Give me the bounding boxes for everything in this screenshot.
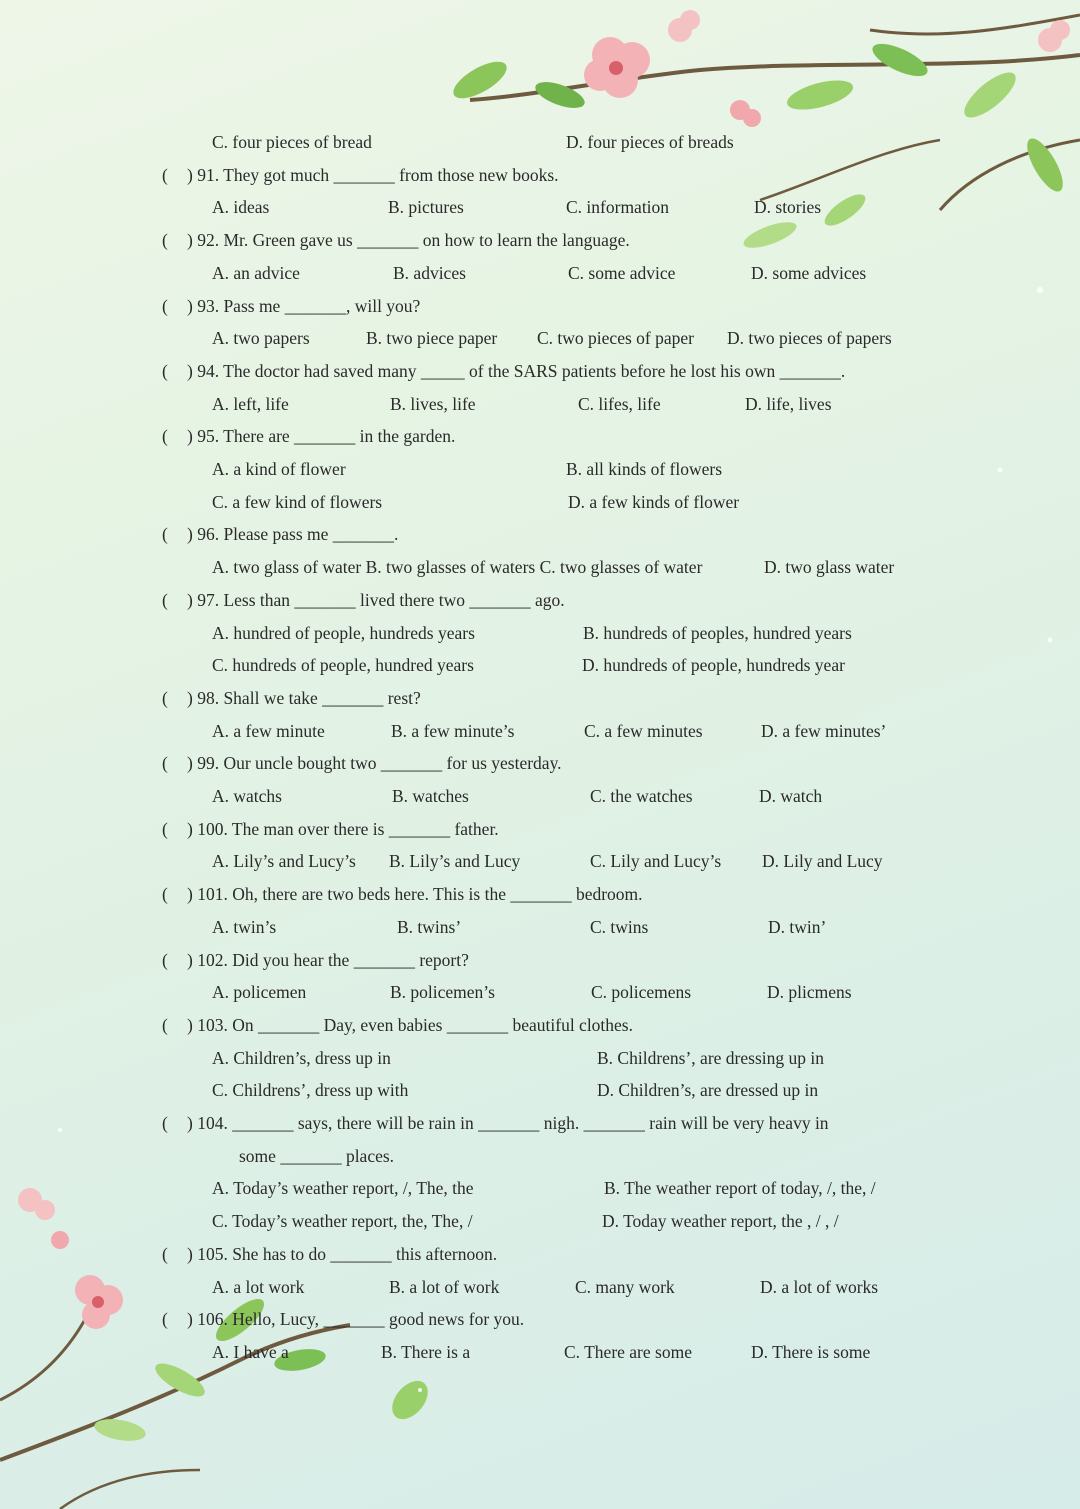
answer-option: A. I have a [212,1341,289,1362]
answer-option: A. watchs [212,786,282,806]
answer-blank-paren: ( [162,360,168,381]
answer-option: C. hundreds of people, hundred years [212,655,474,676]
answer-option: C. Today’s weather report, the, The, / [212,1211,473,1232]
answer-option: B. pictures [388,197,464,218]
answer-option: C. policemens [591,982,692,1003]
answer-option: C. the watches [590,786,693,806]
answer-option: B. advices [393,262,466,283]
answer-option: B. The weather report of today, /, the, / [604,1178,876,1199]
answer-option: A. two glass of water B. two glasses of waters C. two glasses of water [212,557,703,578]
question-text: ) 95. There are _______ in the garden. [187,426,456,447]
answer-option: B. Childrens’, are dressing up in [597,1047,824,1068]
answer-option: B. watches [392,786,469,806]
answer-blank-paren: ( [162,426,168,447]
answer-blank-paren: ( [162,524,168,545]
answer-option: A. an advice [212,262,300,283]
answer-option: D. some advices [751,262,867,283]
answer-blank-paren: ( [162,884,168,905]
answer-blank-paren: ( [162,1243,168,1264]
answer-option: A. Children’s, dress up in [212,1047,391,1068]
answer-option: C. twins [590,916,649,937]
answer-option: B. There is a [381,1341,471,1362]
answer-option: D. two pieces of papers [727,328,892,349]
answer-blank-paren: ( [162,230,168,251]
answer-option: D. twin’ [768,916,827,937]
answer-blank-paren: ( [162,164,168,185]
question-text: ) 103. On _______ Day, even babies _______ beautiful clothes. [187,1014,633,1035]
answer-option: C. a few kind of flowers [212,491,383,512]
answer-blank-paren: ( [162,1014,168,1035]
answer-option: C. some advice [568,262,676,283]
answer-option: C. information [566,197,670,218]
answer-option: A. Today’s weather report, /, The, the [212,1178,474,1199]
question-text: ) 97. Less than _______ lived there two _______ ago. [187,589,565,610]
question-text: ) 106. Hello, Lucy, _______ good news for you. [187,1309,525,1330]
question-text: ) 92. Mr. Green gave us _______ on how to learn the language. [187,230,630,251]
answer-option: B. policemen’s [390,982,495,1003]
answer-blank-paren: ( [162,589,168,610]
answer-option: B. all kinds of flowers [566,459,723,479]
answer-option: D. Lily and Lucy [762,851,883,872]
answer-option: A. left, life [212,393,289,414]
answer-blank-paren: ( [162,295,168,316]
answer-option: C. a few minutes [584,720,703,741]
answer-option: C. lifes, life [578,393,661,414]
answer-option: B. a lot of work [389,1276,500,1297]
question-text: ) 99. Our uncle bought two _______ for us yesterday. [187,753,562,774]
answer-option: D. watch [759,786,823,806]
answer-option: C. two pieces of paper [537,328,694,349]
answer-option: D. a lot of works [760,1276,879,1297]
answer-blank-paren: ( [162,818,168,839]
answer-option: B. twins’ [397,916,462,937]
question-text: ) 100. The man over there is _______ father. [187,818,499,839]
answer-option: B. two piece paper [366,328,498,349]
question-text: ) 101. Oh, there are two beds here. This is the _______ bedroom. [187,884,643,905]
question-text: ) 102. Did you hear the _______ report? [187,949,469,970]
answer-option: D. Children’s, are dressed up in [597,1080,819,1101]
answer-option: D. a few minutes’ [761,720,887,741]
answer-option: A. a kind of flower [212,459,346,479]
answer-option: D. two glass water [764,557,895,578]
answer-option: A. policemen [212,982,307,1003]
question-text: ) 94. The doctor had saved many _____ of the SARS patients before he lost his own _______. [187,360,846,381]
answer-option: A. Lily’s and Lucy’s [212,851,356,872]
answer-blank-paren: ( [162,949,168,970]
answer-option: A. a lot work [212,1276,305,1297]
answer-option: A. a few minute [212,720,325,741]
question-text: ) 91. They got much _______ from those new books. [187,164,559,185]
question-text: ) 96. Please pass me _______. [187,524,399,545]
answer-option: C. Lily and Lucy’s [590,851,722,872]
question-text: ) 98. Shall we take _______ rest? [187,687,421,708]
answer-option: B. hundreds of peoples, hundred years [583,622,852,643]
answer-option: C. four pieces of bread [212,132,372,152]
answer-option: some _______ places. [239,1145,395,1166]
answer-option: A. hundred of people, hundreds years [212,622,475,643]
answer-blank-paren: ( [162,1309,168,1330]
question-text: ) 93. Pass me _______, will you? [187,295,421,316]
answer-option: B. a few minute’s [391,720,515,741]
answer-option: B. Lily’s and Lucy [389,851,521,872]
answer-blank-paren: ( [162,753,168,774]
answer-option: B. lives, life [390,393,476,414]
answer-option: D. Today weather report, the , / , / [602,1211,839,1232]
answer-option: D. life, lives [745,393,832,414]
answer-blank-paren: ( [162,1113,168,1133]
answer-option: A. twin’s [212,916,277,937]
answer-option: D. There is some [751,1341,871,1362]
answer-option: D. a few kinds of flower [568,491,740,512]
answer-blank-paren: ( [162,687,168,708]
answer-option: D. plicmens [767,982,852,1003]
question-text: ) 104. _______ says, there will be rain in _______ nigh. _______ rain will be very heavy in [187,1113,829,1133]
answer-option: C. Childrens’, dress up with [212,1080,409,1101]
answer-option: C. There are some [564,1341,692,1362]
question-text: ) 105. She has to do _______ this afternoon. [187,1243,498,1264]
answer-option: D. stories [754,197,822,218]
answer-option: A. ideas [212,197,270,218]
answer-option: D. hundreds of people, hundreds year [582,655,845,676]
answer-option: A. two papers [212,328,310,349]
answer-option: C. many work [575,1276,675,1297]
answer-option: D. four pieces of breads [566,132,734,152]
